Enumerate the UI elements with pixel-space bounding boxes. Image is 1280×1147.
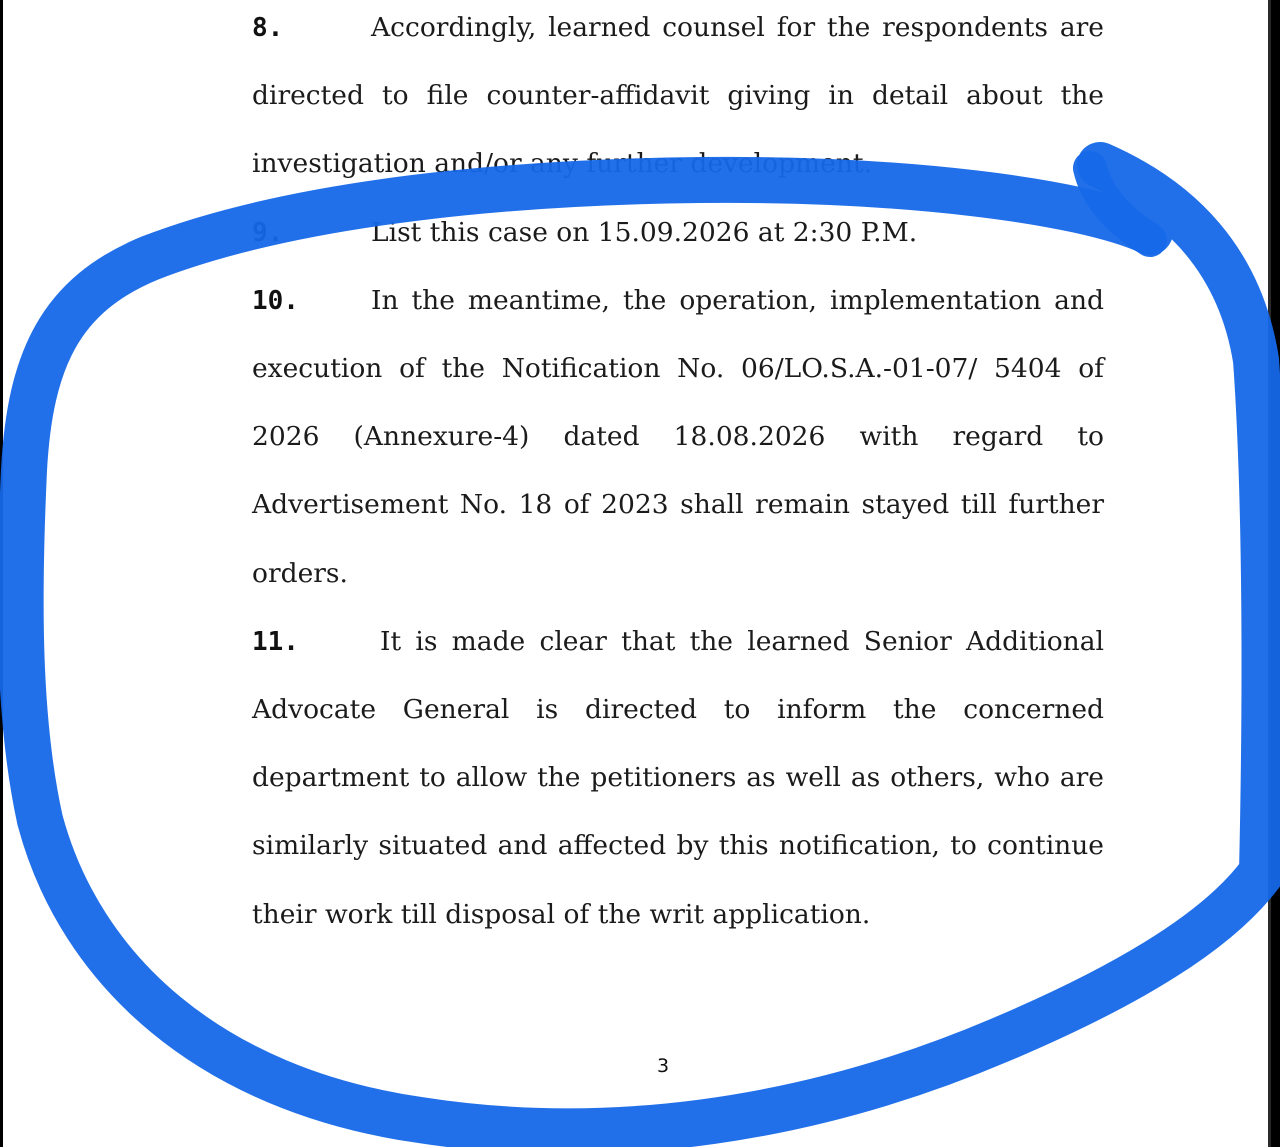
paragraph-9 — [252, 199, 1104, 267]
paragraph-text: List this case on 15.09.2026 at 2:30 P.M. — [371, 216, 918, 248]
paragraph-10 — [252, 267, 1104, 608]
paragraph-text: Accordingly, learned counsel for the respondents are directed to file counter-affidavit giving in detail about the investigation and/or any further development. — [252, 12, 1104, 180]
paragraph-number: 10. — [252, 285, 299, 316]
paragraph-number: 9. — [252, 217, 284, 248]
paragraph-text: In the meantime, the operation, implementation and execution of the Notification No. 06/LO.S.A.-01-07/ 5404 of 2026 (Annexure-4) dated 18.08.2026 with regard to Advertisement No. 18 of 2023 shall remain stayed till further orders. — [252, 284, 1104, 589]
order-text — [252, 0, 1104, 949]
page-number: 3 — [657, 1055, 670, 1077]
paragraph-text: It is made clear that the learned Senior Additional Advocate General is directed to inform the concerned department to allow the petitioners as well as others, who are similarly situated and affected by this notification, to continue their work till disposal of the writ application. — [252, 625, 1104, 930]
paragraph-8 — [252, 0, 1104, 199]
document-page — [3, 0, 1271, 1147]
paragraph-11 — [252, 608, 1104, 949]
paragraph-number: 8. — [252, 13, 284, 43]
paragraph-number: 11. — [252, 626, 299, 657]
